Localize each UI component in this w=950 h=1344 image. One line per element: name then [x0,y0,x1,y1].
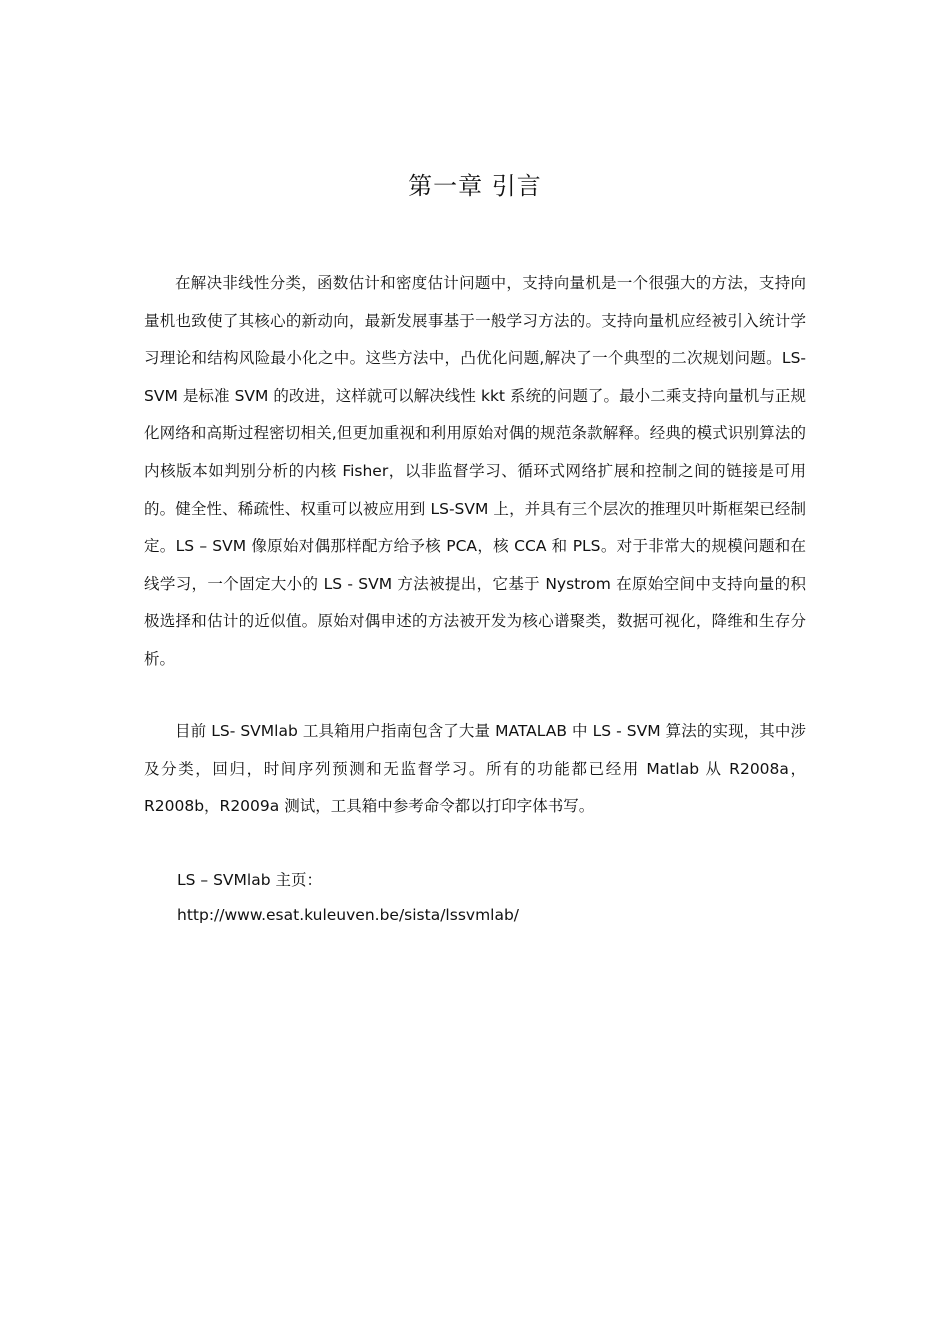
homepage-label: LS – SVMlab 主页： [177,871,322,889]
chapter-title: 第一章 引言 [408,172,542,200]
homepage-link[interactable]: http://www.esat.kuleuven.be/sista/lssvmlab/ [177,906,520,924]
intro-paragraph: 在解决非线性分类，函数估计和密度估计问题中，支持向量机是一个很强大的方法，支持向量机也致使了其核心的新动向，最新发展事基于一般学习方法的。支持向量机应经被引入统计学习理论和结构风险最小化之中。这些方法中，凸优化问题,解决了一个典型的二次规划问题。LS-SVM 是标准 SVM 的改进，这样就可以解决线性 kkt 系统的问题了。最小二乘支持向量机与正规化网络和高斯过程密切相关,但更加重视和利用原始对偶的规范条款解释。经典的模式识别算法的内核版本如判别分析的内核 Fisher，以非监督学习、循环式网络扩展和控制之间的链接是可用的。健全性、稀疏性、权重可以被应用到 LS-SVM 上，并具有三个层次的推理贝叶斯框架已经制定。LS – SVM 像原始对偶那样配方给予核 PCA，核 CCA 和 PLS。对于非常大的规模问题和在线学习，一个固定大小的 LS - SVM 方法被提出，它基于 Nystrom 在原始空间中支持向量的积极选择和估计的近似值。原始对偶申述的方法被开发为核心谱聚类，数据可视化，降维和生存分析。 [144,274,806,668]
toolbox-paragraph: 目前 LS- SVMlab 工具箱用户指南包含了大量 MATALAB 中 LS - SVM 算法的实现，其中涉及分类，回归，时间序列预测和无监督学习。所有的功能都已经用 Matlab 从 R2008a，R2008b，R2009a 测试，工具箱中参考命令都以打印字体书写。 [144,722,806,816]
